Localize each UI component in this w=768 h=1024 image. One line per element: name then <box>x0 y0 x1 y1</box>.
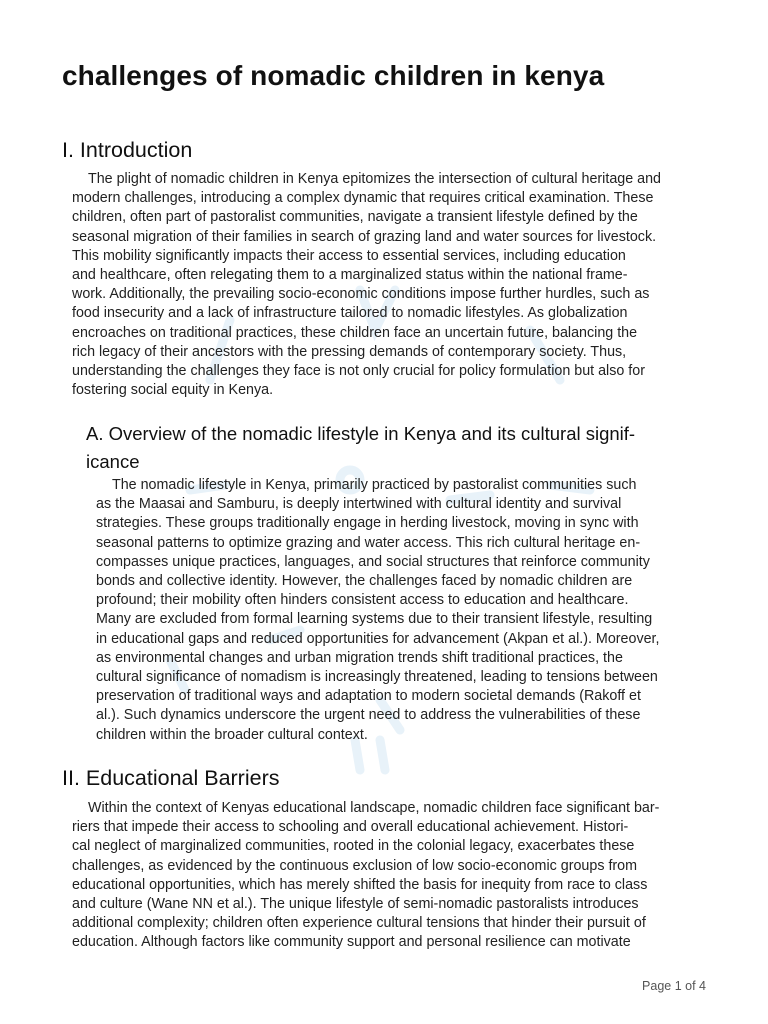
section-heading-educational-barriers: II. Educational Barriers <box>62 766 280 790</box>
educational-barriers-paragraph <box>72 799 659 953</box>
paragraph-line: cal neglect of marginalized communities, rooted in the colonial legacy, exacerbates these <box>72 838 635 855</box>
paragraph-line: and healthcare, often relegating them to a marginalized status within the national frame- <box>72 267 628 284</box>
paragraph-line: fostering social equity in Kenya. <box>72 382 274 399</box>
paragraph-line: riers that impede their access to schooling and overall educational achievement. Histori- <box>72 819 629 836</box>
page-number: Page 1 of 4 <box>642 979 706 993</box>
paragraph-line: The nomadic lifestyle in Kenya, primarily practiced by pastoralist communities such <box>112 477 637 493</box>
paragraph-line: work. Additionally, the prevailing socio-economic conditions impose further hurdles, such as <box>72 286 650 303</box>
paragraph-line: The plight of nomadic children in Kenya epitomizes the intersection of cultural heritage and <box>88 171 661 187</box>
subsection-heading-line: A. Overview of the nomadic lifestyle in Kenya and its cultural signif- <box>86 423 636 444</box>
paragraph-line: cultural significance of nomadism is increasingly threatened, leading to tensions between <box>96 669 658 686</box>
document-title: challenges of nomadic children in kenya <box>62 60 605 91</box>
paragraph-line: and culture (Wane NN et al.). The unique lifestyle of semi-nomadic pastoralists introduces <box>72 896 639 913</box>
subsection-heading-line: icance <box>86 451 140 472</box>
paragraph-line: modern challenges, introducing a complex dynamic that requires critical examination. These <box>72 190 654 207</box>
introduction-paragraph <box>72 170 661 400</box>
paragraph-line: seasonal patterns to optimize grazing and water access. This rich cultural heritage en- <box>96 534 641 551</box>
paragraph-line: This mobility significantly impacts their access to essential services, including education <box>72 247 626 264</box>
paragraph-line: bonds and collective identity. However, the challenges faced by nomadic children are <box>96 573 633 590</box>
paragraph-line: profound; their mobility often hinders consistent access to education and healthcare. <box>96 592 629 609</box>
paragraph-line: as environmental changes and urban migration trends shift traditional practices, the <box>96 649 623 666</box>
overview-paragraph <box>96 476 659 745</box>
paragraph-line: understanding the challenges they face is not only crucial for policy formulation but also for <box>72 363 645 380</box>
paragraph-line: challenges, as evidenced by the continuous exclusion of low socio-economic groups from <box>72 857 638 874</box>
paragraph-line: al.). Such dynamics underscore the urgent need to address the vulnerabilities of these <box>96 707 641 724</box>
section-heading-introduction: I. Introduction <box>62 138 193 162</box>
paragraph-line: educational opportunities, which has merely shifted the basis for inequity from race to class <box>72 876 648 893</box>
paragraph-line: additional complexity; children often experience cultural tensions that hinder their pursuit of <box>72 915 646 932</box>
paragraph-line: compasses unique practices, languages, and social structures that reinforce community <box>96 553 650 570</box>
paragraph-line: encroaches on traditional practices, these children face an uncertain future, balancing the <box>72 324 638 341</box>
paragraph-line: Within the context of Kenyas educational landscape, nomadic children face significant bar- <box>88 800 660 816</box>
paragraph-line: food insecurity and a lack of infrastructure tailored to nomadic lifestyles. As globalization <box>72 305 628 322</box>
paragraph-line: Many are excluded from formal learning systems due to their transient lifestyle, resulting <box>96 611 653 628</box>
paragraph-line: children, often part of pastoralist communities, navigate a transient lifestyle defined by the <box>72 209 638 226</box>
paragraph-line: in educational gaps and reduced opportunities for advancement (Akpan et al.). Moreover, <box>96 630 660 647</box>
subsection-heading-overview <box>86 420 726 476</box>
paragraph-line: seasonal migration of their families in search of grazing land and water sources for livestock. <box>72 228 657 245</box>
paragraph-line: children within the broader cultural context. <box>96 726 368 743</box>
paragraph-line: rich legacy of their ancestors with the pressing demands of contemporary society. Thus, <box>72 343 627 360</box>
paragraph-line: preservation of traditional ways and adaptation to modern societal demands (Rakoff et <box>96 688 641 705</box>
paragraph-line: as the Maasai and Samburu, is deeply intertwined with cultural identity and survival <box>96 496 622 513</box>
paragraph-line: strategies. These groups traditionally engage in herding livestock, moving in sync with <box>96 515 639 532</box>
paragraph-line: education. Although factors like community support and personal resilience can motivate <box>72 934 631 951</box>
